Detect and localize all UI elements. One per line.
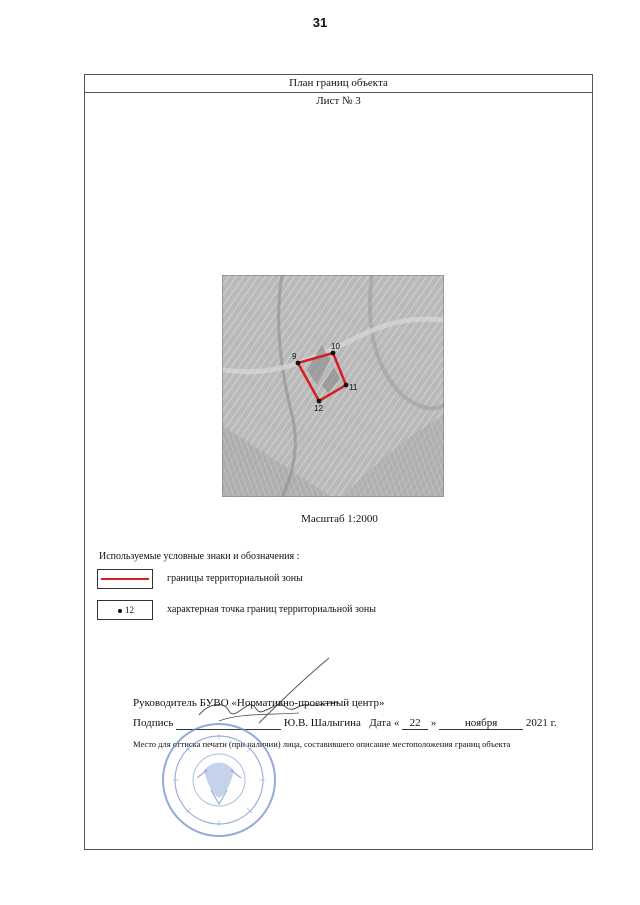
date-day: 22 bbox=[402, 717, 428, 730]
sheet-number: Лист № 3 bbox=[316, 95, 361, 107]
legend-label: характерная точка границ территориальной зоны bbox=[167, 604, 376, 615]
point-label-10: 10 bbox=[331, 342, 340, 351]
date-year: 2021 г. bbox=[525, 717, 557, 729]
date-month: ноября bbox=[439, 717, 523, 730]
point-symbol-icon bbox=[118, 609, 122, 613]
signer-name: Ю.В. Шалыгина bbox=[283, 717, 361, 729]
red-line-symbol bbox=[101, 578, 149, 580]
point-label-9: 9 bbox=[292, 352, 297, 361]
point-symbol-number: 12 bbox=[125, 605, 134, 615]
legend-title: Используемые условные знаки и обозначения : bbox=[99, 551, 300, 562]
map-image bbox=[222, 275, 444, 497]
legend-item-point bbox=[97, 600, 577, 620]
official-seal bbox=[159, 720, 279, 840]
page-number: 31 bbox=[312, 15, 328, 30]
point-label-12: 12 bbox=[314, 404, 323, 413]
legend-label: границы территориальной зоны bbox=[167, 573, 303, 584]
date-separator: » bbox=[430, 717, 437, 729]
legend-symbol-box bbox=[97, 600, 153, 620]
director-line: Руководитель БУВО «Нормативно-проектный центр» bbox=[133, 697, 385, 709]
map-scale: Масштаб 1:2000 bbox=[301, 513, 378, 525]
aerial-map bbox=[222, 275, 444, 497]
legend-item-boundary bbox=[97, 569, 577, 589]
point-label-11: 11 bbox=[349, 383, 358, 392]
sign-label: Подпись bbox=[133, 717, 174, 729]
legend-symbol-box bbox=[97, 569, 153, 589]
document-sheet bbox=[84, 74, 593, 850]
sheet-title: План границ объекта bbox=[85, 75, 592, 93]
date-label: Дата « bbox=[369, 717, 400, 729]
seal-note: Место для оттиска печати (при наличии) лица, составившего описание местоположения границ объекта bbox=[133, 739, 511, 749]
